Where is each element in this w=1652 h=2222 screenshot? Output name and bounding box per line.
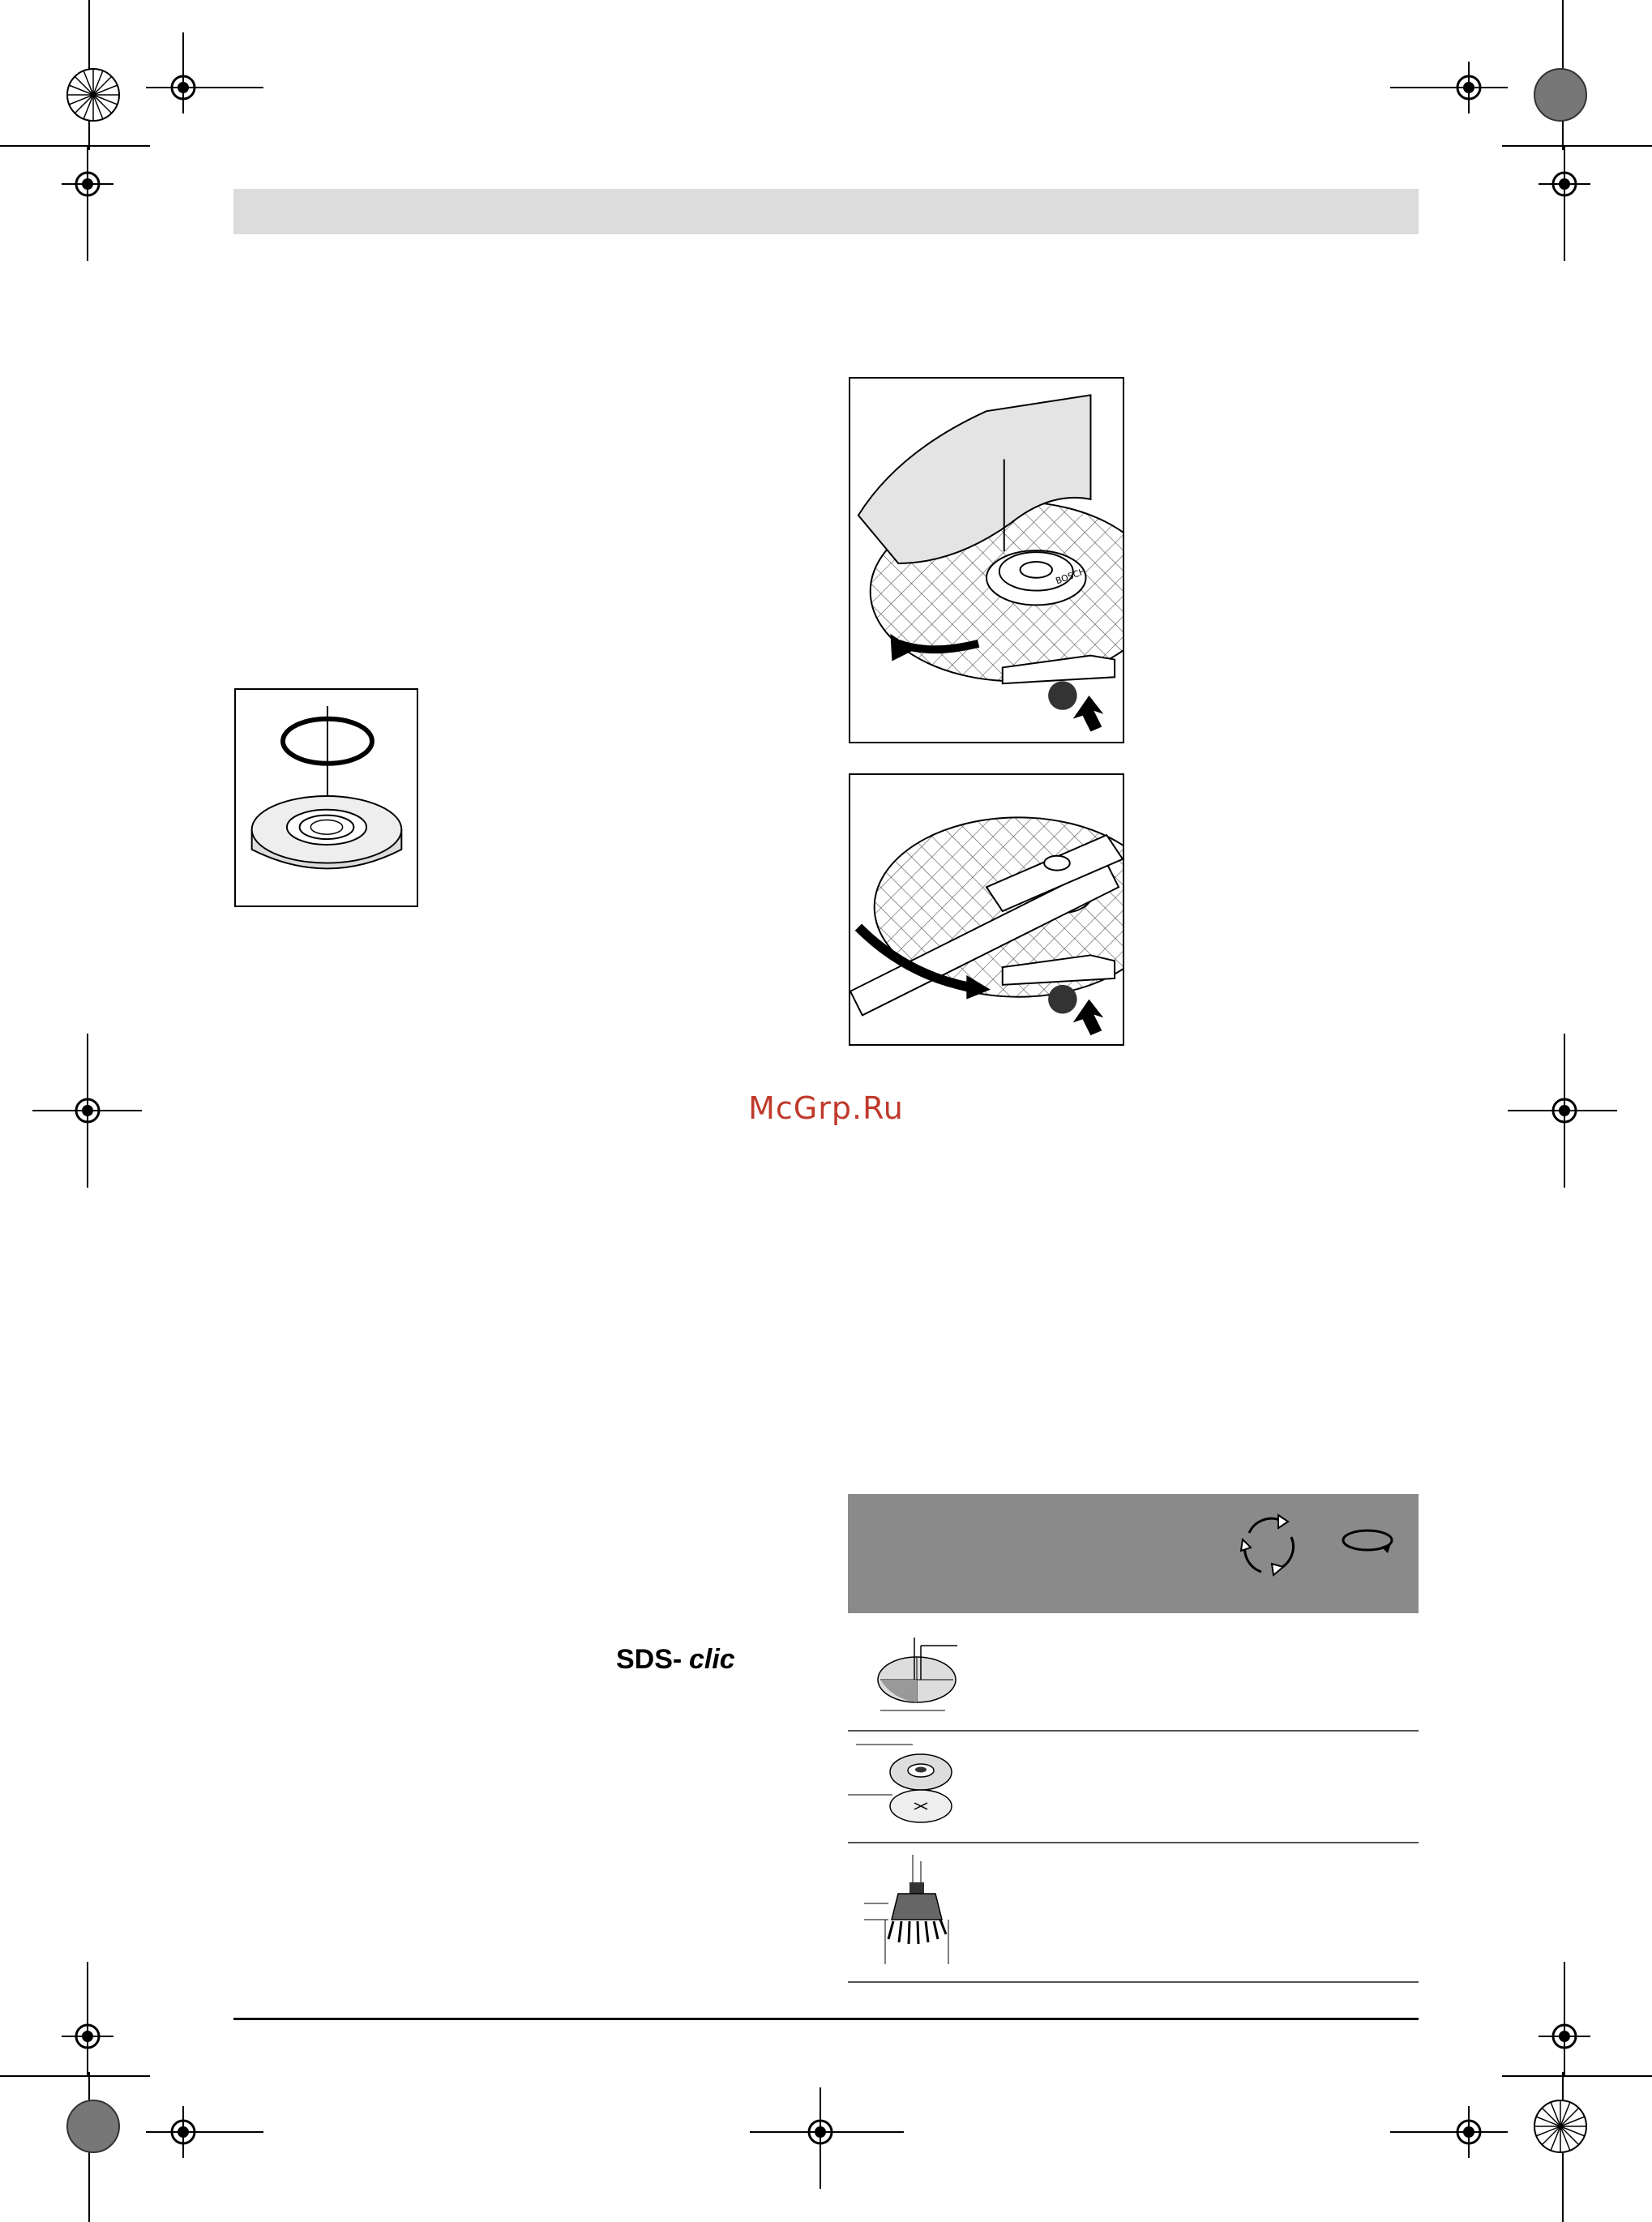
sds-clic-logo (614, 1638, 760, 1678)
cutting-disc-icon (856, 1629, 961, 1719)
svg-text:SDS-: SDS- (616, 1644, 683, 1675)
ring-and-flange-figure (234, 688, 418, 907)
footer-rule (233, 2018, 1419, 2020)
cup-brush-icon (848, 1855, 961, 1968)
tool-row-grinding-disc (848, 1732, 1419, 1843)
svg-text:clic: clic (689, 1644, 735, 1675)
tool-table-header (848, 1494, 1419, 1613)
nut-brand-text: BOSCH (1054, 566, 1088, 587)
wrench-loosening-figure (849, 773, 1124, 1046)
tool-row-cup-brush (848, 1843, 1419, 1983)
tool-row-cutting-disc (848, 1613, 1419, 1732)
hand-tightening-nut-figure (849, 377, 1124, 743)
grinding-disc-with-nut-icon (848, 1738, 961, 1835)
recycle-arrows-icon (1233, 1509, 1306, 1582)
watermark-text: McGrp.Ru (748, 1090, 904, 1126)
header-band (233, 189, 1419, 234)
rotation-icon (1341, 1522, 1397, 1563)
